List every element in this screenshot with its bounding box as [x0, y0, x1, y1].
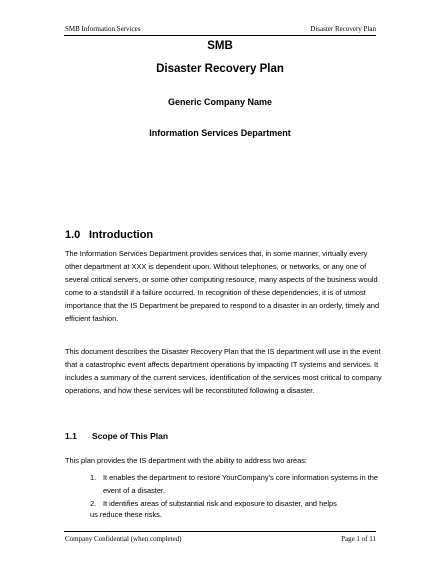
- subsection-title: Scope of This Plan: [92, 431, 169, 441]
- list-item-number: 2.: [90, 499, 97, 509]
- list-item-text: It enables the department to restore YourCompany's core information systems in the event of a disaster.: [103, 473, 379, 496]
- section-number: 1.0: [65, 229, 81, 241]
- title-smb: SMB: [207, 40, 233, 52]
- footer-confidential-text: Company Confidential (when completed): [65, 535, 182, 543]
- company-name: Generic Company Name: [167, 97, 273, 107]
- list-continuation-text: us reduce these risks.: [90, 510, 162, 519]
- intro-paragraph-2: This document describes the Disaster Recovery Plan that the IS department will use in the event that a catastrophic event affects department operations by impacting IT systems and services. It includes a summary of the current services, identification of the services most critical to company operations, and how these services will be reconstituted following a disaster.: [65, 347, 382, 396]
- header-right-text: Disaster Recovery Plan: [310, 25, 376, 33]
- subsection-number: 1.1: [65, 431, 77, 441]
- header-divider: [64, 35, 376, 36]
- scope-list: [90, 471, 385, 510]
- section-title: Introduction: [89, 229, 154, 241]
- footer-divider: [64, 531, 376, 532]
- header-left-text: SMB Information Services: [65, 25, 141, 33]
- page-number: Page 1 of 11: [341, 535, 376, 543]
- list-item: [90, 497, 385, 510]
- scope-paragraph: This plan provides the IS department with the ability to address two areas:: [65, 456, 307, 465]
- section-heading-introduction: [65, 229, 153, 241]
- department-name: Information Services Department: [149, 128, 291, 138]
- document-title: Disaster Recovery Plan: [156, 63, 284, 75]
- intro-paragraph-1: The Information Services Department provides services that, in some manner, virtually every other department at XXX is dependent upon. Without telephones, or networks, or any one of several critical servers, or some other computing resource, many aspects of the business would come to a standstill if a failure occurred. In recognition of these dependencies, it is of utmost importance that the IS Department be prepared to respond to a disaster in an orderly, timely and efficient fashion.: [65, 249, 380, 324]
- list-item-text: It identifies areas of substantial risk and exposure to disaster, and helps: [103, 499, 337, 509]
- list-item-number: 1.: [90, 473, 97, 482]
- section-heading-scope: [65, 431, 168, 441]
- list-item: [90, 471, 385, 497]
